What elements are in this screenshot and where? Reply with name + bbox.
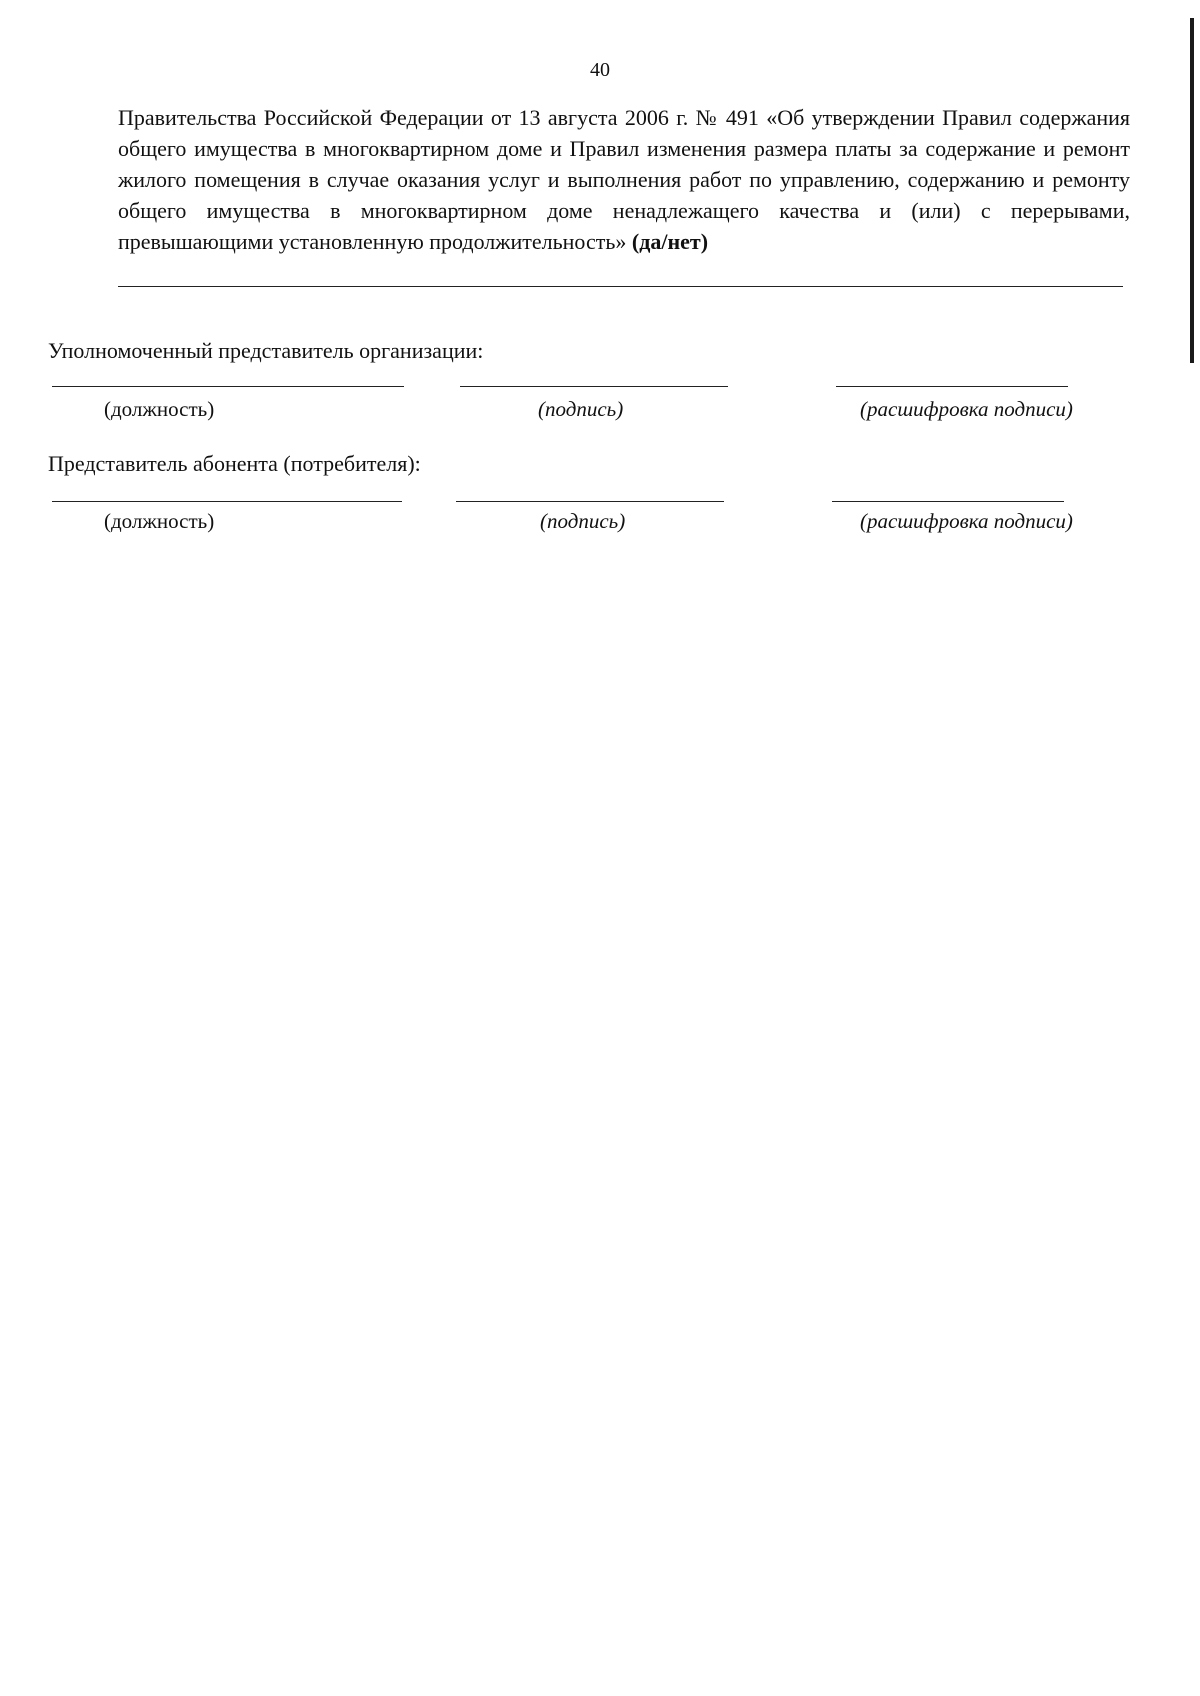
subscriber-decoding-line (832, 501, 1064, 502)
organization-representative-heading: Уполномоченный представитель организации: (48, 338, 484, 363)
organization-signature-caption: (подпись) (538, 397, 624, 421)
page-number: 40 (590, 59, 610, 81)
main-paragraph-text: Правительства Российской Федерации от 13 августа 2006 г. № 491 «Об утверждении Правил содержания общего имущества в многоквартирном доме и Правил изменения размера платы за содержание и ремонт жилого помещения в случае оказания услуг и выполнения работ по управлению, содержанию и ремонту общего имущества в многоквартирном доме ненадлежащего качества и (или) с перерывами, превышающими установленную продолжительность» (118, 105, 1130, 254)
subscriber-signature-line (456, 501, 724, 502)
organization-signature-line (460, 386, 728, 387)
organization-decoding-line (836, 386, 1068, 387)
organization-position-line (52, 386, 404, 387)
yes-no-answer-label: (да/нет) (631, 229, 709, 254)
subscriber-decoding-caption: (расшифровка подписи) (860, 509, 1073, 533)
subscriber-position-caption: (должность) (104, 509, 215, 533)
organization-decoding-caption: (расшифровка подписи) (860, 397, 1073, 421)
main-paragraph (118, 102, 1130, 257)
subscriber-signature-caption: (подпись) (540, 509, 626, 533)
organization-position-caption: (должность) (104, 397, 215, 421)
subscriber-representative-heading: Представитель абонента (потребителя): (48, 451, 421, 476)
answer-separator-line (118, 286, 1123, 287)
subscriber-position-line (52, 501, 402, 502)
